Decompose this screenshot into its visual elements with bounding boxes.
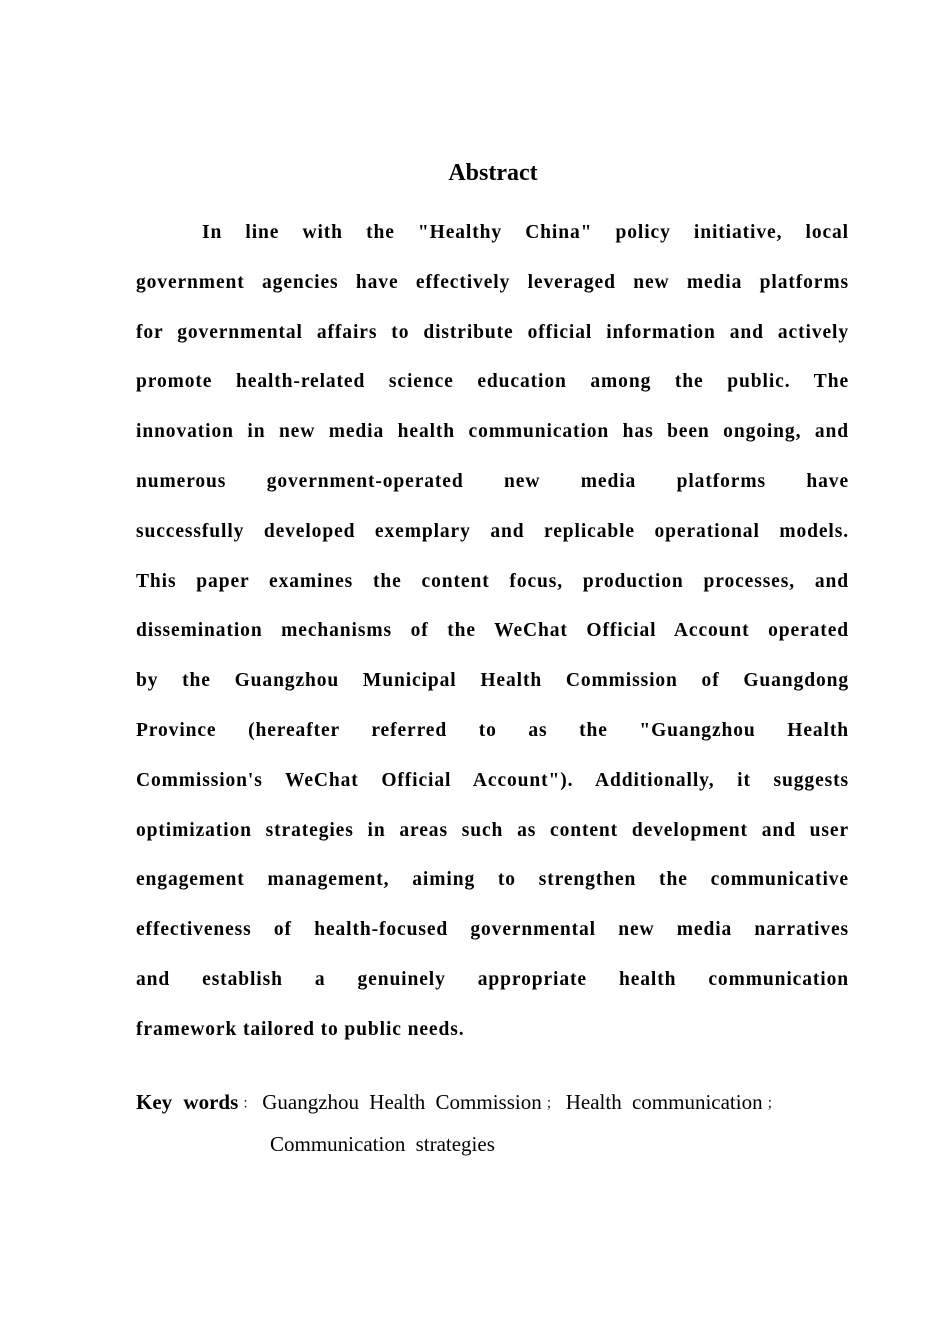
abstract-line: Commission's WeChat Official Account"). Additionally, it suggests (136, 769, 849, 791)
abstract-line: by the Guangzhou Municipal Health Commission of Guangdong (136, 670, 849, 692)
abstract-line: effectiveness of health-focused governmental new media narratives (136, 919, 849, 941)
keyword-item: Guangzhou Health Commission (262, 1090, 542, 1114)
abstract-line: dissemination mechanisms of the WeChat Official Account operated (136, 620, 849, 642)
abstract-body (136, 208, 849, 1055)
abstract-line: This paper examines the content focus, production processes, and (136, 570, 849, 592)
keywords-section (136, 1088, 849, 1158)
keywords-label: Key words (136, 1090, 239, 1114)
abstract-line: numerous government-operated new media platforms have (136, 470, 849, 492)
abstract-line: government agencies have effectively leveraged new media platforms (136, 271, 849, 293)
abstract-line: for governmental affairs to distribute official information and actively (136, 321, 849, 343)
abstract-line: innovation in new media health communication has been ongoing, and (136, 421, 849, 443)
abstract-line: engagement management, aiming to strengthen the communicative (136, 869, 849, 891)
abstract-line: framework tailored to public needs. (136, 1018, 465, 1040)
abstract-line: promote health-related science education among the public. The (136, 371, 849, 393)
keyword-item: Communication strategies (270, 1132, 495, 1156)
abstract-line: and establish a genuinely appropriate health communication (136, 968, 849, 990)
abstract-line: successfully developed exemplary and replicable operational models. (136, 520, 849, 542)
keyword-item: Health communication (565, 1090, 763, 1114)
abstract-line: In line with the "Healthy China" policy initiative, local (202, 222, 849, 243)
keywords-label-separator: ： (242, 1097, 257, 1112)
abstract-title: Abstract (448, 160, 538, 186)
abstract-line: Province (hereafter referred to as the "Guangzhou Health (136, 719, 849, 741)
keyword-separator: ； (545, 1097, 560, 1112)
keyword-separator: ； (766, 1097, 781, 1112)
abstract-line: optimization strategies in areas such as content development and user (136, 819, 849, 841)
